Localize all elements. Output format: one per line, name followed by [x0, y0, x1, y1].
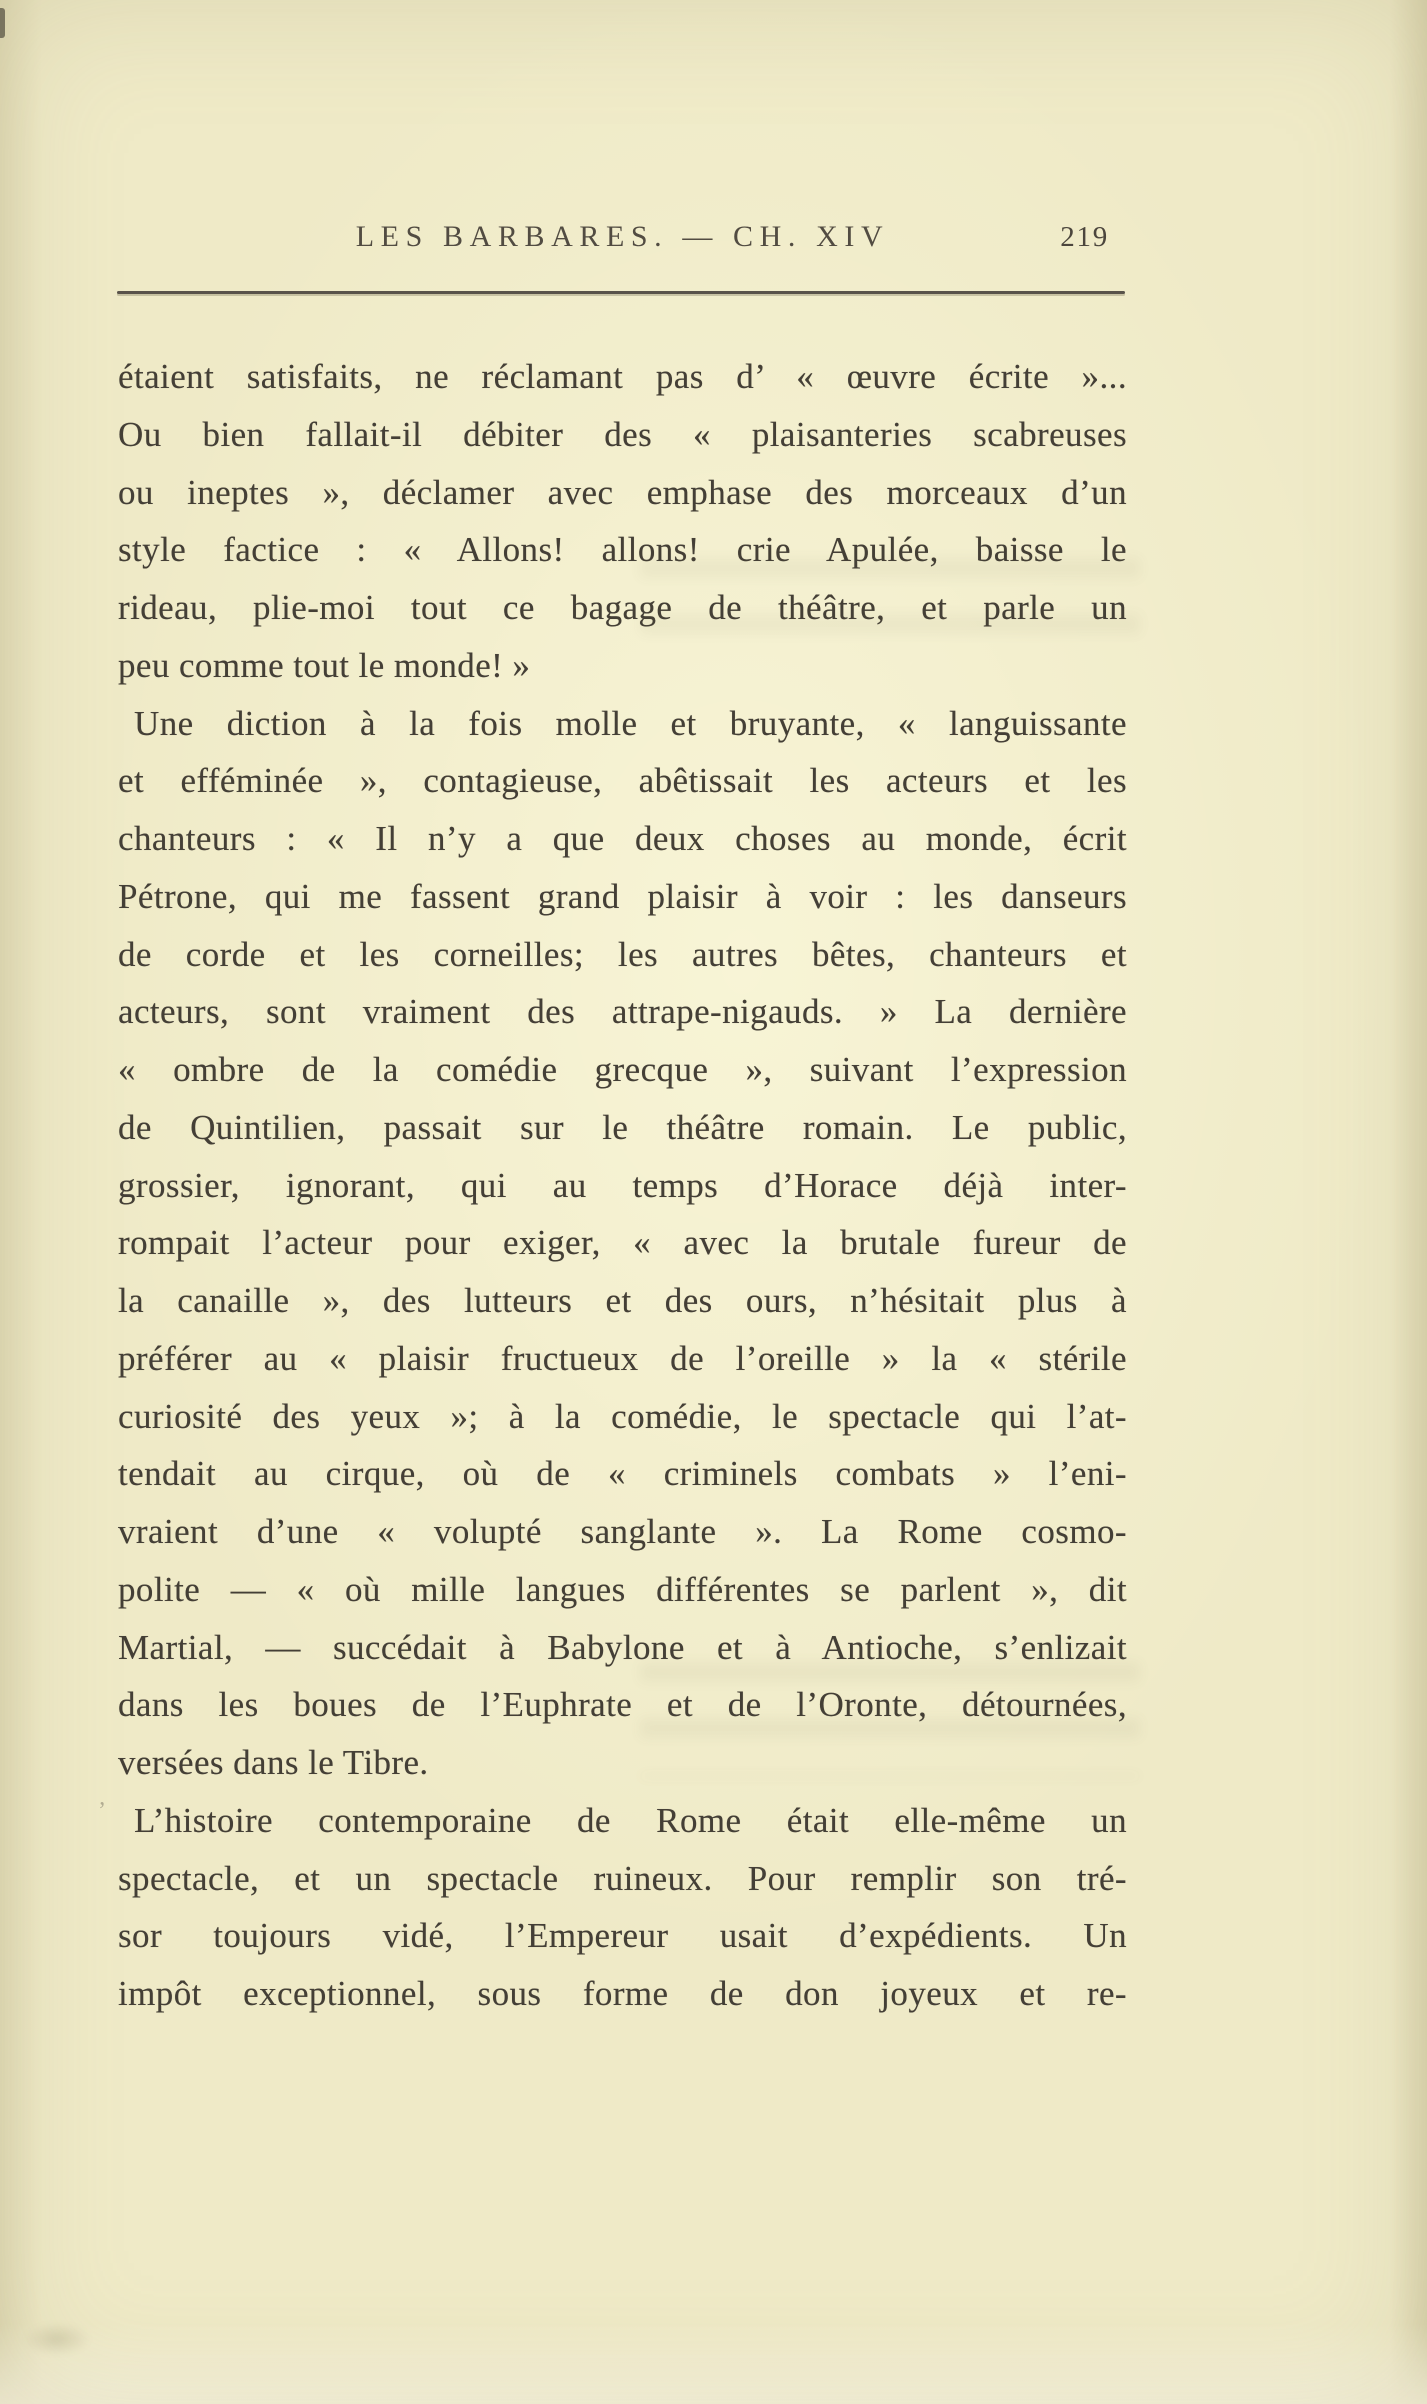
text-line: chanteurs : « Il n’y a que deux choses au monde, écrit — [118, 819, 1127, 858]
paragraph — [118, 695, 1127, 1792]
text-line: ou ineptes », déclamer avec emphase des morceaux d’un — [118, 472, 1127, 512]
text-line: rompait l’acteur pour exiger, « avec la brutale fureur de — [118, 1223, 1127, 1263]
text-line: sor toujours vidé, l’Empereur usait d’expédients. Un — [118, 1916, 1127, 1956]
text-line: acteurs, sont vraiment des attrape-nigauds. » La dernière — [118, 992, 1127, 1032]
text-line: vraient d’une « volupté sanglante ». La Rome cosmo- — [118, 1512, 1127, 1551]
page-number: 219 — [1060, 221, 1109, 253]
text-line: style factice : « Allons! allons! crie Apulée, baisse le — [118, 530, 1127, 570]
text-line: préférer au « plaisir fructueux de l’oreille » la « stérile — [118, 1338, 1127, 1378]
text-line: et efféminée », contagieuse, abêtissait les acteurs et les — [118, 761, 1127, 801]
text-line: curiosité des yeux »; à la comédie, le spectacle qui l’at- — [118, 1396, 1127, 1436]
text-line: Pétrone, qui me fassent grand plaisir à voir : les danseurs — [118, 876, 1127, 916]
text-line: rideau, plie-moi tout ce bagage de théâtre, et parle un — [118, 588, 1127, 627]
text-line: étaient satisfaits, ne réclamant pas d’ « œuvre écrite »... — [118, 357, 1127, 396]
text-line: Martial, — succédait à Babylone et à Antioche, s’enlizait — [118, 1627, 1127, 1667]
text-line: de corde et les corneilles; les autres bêtes, chanteurs et — [118, 934, 1127, 974]
text-line: de Quintilien, passait sur le théâtre romain. Le public, — [118, 1107, 1127, 1147]
running-title: LES BARBARES. — CH. XIV — [355, 220, 890, 253]
text-line: grossier, ignorant, qui au temps d’Horace déjà inter- — [118, 1165, 1127, 1205]
text-line: impôt exceptionnel, sous forme de don joyeux et re- — [118, 1974, 1127, 2013]
text-line: L’histoire contemporaine de Rome était elle-même un — [134, 1800, 1127, 1840]
text-line: la canaille », des lutteurs et des ours, n’hésitait plus à — [118, 1281, 1127, 1320]
text-line: peu comme tout le monde! » — [118, 645, 531, 685]
show-through-artifact — [640, 558, 1140, 654]
text-line: « ombre de la comédie grecque », suivant l’expression — [118, 1050, 1127, 1089]
text-line: spectacle, et un spectacle ruineux. Pour remplir son tré- — [118, 1858, 1127, 1898]
text-line: Ou bien fallait-il débiter des « plaisanteries scabreuses — [118, 414, 1127, 454]
text-line: Une diction à la fois molle et bruyante, « languissante — [134, 703, 1127, 743]
text-line: tendait au cirque, où de « criminels combats » l’eni- — [118, 1454, 1127, 1494]
text-line: polite — « où mille langues différentes se parlent », dit — [118, 1569, 1127, 1609]
text-line: dans les boues de l’Euphrate et de l’Oronte, détournées, — [118, 1685, 1127, 1725]
header-rule — [117, 291, 1125, 294]
paragraph — [118, 1792, 1127, 2023]
margin-stray-mark: ’ — [98, 1798, 106, 1824]
text-line: versées dans le Tibre. — [118, 1743, 429, 1782]
show-through-artifact — [640, 1662, 1140, 1778]
corner-smudge — [22, 2322, 92, 2356]
page-header — [118, 214, 1127, 260]
scan-edge-speck — [0, 8, 5, 38]
